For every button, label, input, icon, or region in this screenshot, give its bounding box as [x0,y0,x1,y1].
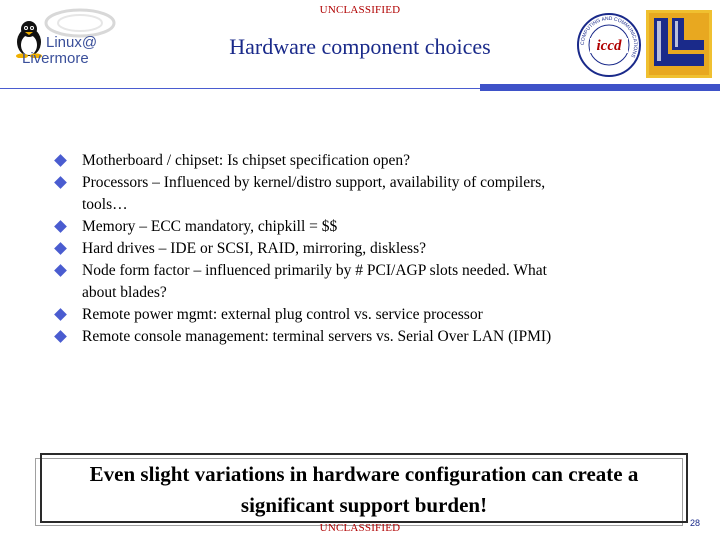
bullet-list [56,150,696,348]
divider-thick-bar [480,84,720,91]
bullet-item [56,150,696,172]
diamond-bullet-icon [54,264,67,277]
bullet-item [56,260,696,304]
bullet-text: Processors – Influenced by kernel/distro support, availability of compilers, [82,174,546,191]
bullet-text-continued: tools… [82,196,128,213]
bullet-item [56,172,696,216]
diamond-bullet-icon [54,154,67,167]
linux-logo-text: Linux@ [46,34,98,51]
bullet-item [56,216,696,238]
bullet-item [56,326,696,348]
classification-footer: UNCLASSIFIED [319,522,401,534]
callout-line-2: significant support burden! [240,493,488,517]
diamond-bullet-icon [54,308,67,321]
diamond-bullet-icon [54,220,67,233]
bullet-text: Node form factor – influenced primarily by # PCI/AGP slots needed. What [82,262,547,279]
bullet-text: Hard drives – IDE or SCSI, RAID, mirroring, diskless? [82,240,426,257]
iccd-text: iccd [596,38,622,54]
bullet-text: Remote console management: terminal servers vs. Serial Over LAN (IPMI) [82,328,552,345]
iccd-ring-text: COMPUTING AND COMMUNICATIONS [579,15,639,59]
diamond-bullet-icon [54,176,67,189]
bullet-text: Remote power mgmt: external plug control vs. service processor [82,306,483,323]
page-number: 28 [690,518,701,528]
livermore-logo-text: Livermore [22,50,89,67]
slide-title: Hardware component choices [229,34,491,59]
classification-header: UNCLASSIFIED [319,4,401,16]
callout-line-1: Even slight variations in hardware configuration can create a [89,462,639,486]
llnl-logo [646,10,712,78]
bullet-text: Motherboard / chipset: Is chipset specification open? [82,152,410,169]
bullet-item [56,238,696,260]
callout-box [40,453,688,523]
bullet-text: Memory – ECC mandatory, chipkill = $$ [82,218,338,235]
diamond-bullet-icon [54,330,67,343]
title-divider [0,84,720,94]
iccd-seal-logo [576,12,642,78]
bullet-text-continued: about blades? [82,284,167,301]
diamond-bullet-icon [54,242,67,255]
divider-thin-line [0,88,480,89]
bullet-item [56,304,696,326]
